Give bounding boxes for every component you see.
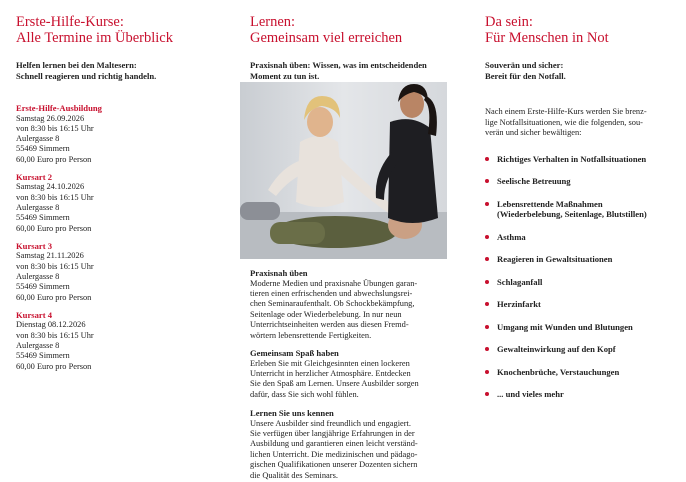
- course-date: Dienstag 08.12.2026: [16, 320, 86, 330]
- course-price: 60,00 Euro pro Person: [16, 361, 92, 371]
- emergency-intro: Souverän und sicher: Bereit für den Notfall.: [485, 60, 566, 81]
- list-item: Gewalteinwirkung auf den Kopf: [485, 344, 670, 355]
- course-date: Samstag 26.09.2026: [16, 113, 85, 123]
- course-street: Aulergasse 8: [16, 134, 60, 144]
- course-date: Samstag 21.11.2026: [16, 251, 84, 261]
- list-item: Asthma: [485, 232, 670, 243]
- course-block: [16, 172, 221, 234]
- training-photo-illustration: [240, 82, 447, 259]
- section-title: Gemeinsam Spaß haben: [250, 348, 339, 358]
- list-item: Herzinfarkt: [485, 299, 670, 310]
- course-time: von 8:30 bis 16:15 Uhr: [16, 261, 94, 271]
- course-price: 60,00 Euro pro Person: [16, 223, 92, 233]
- course-block: [16, 241, 221, 303]
- section-title: Praxisnah üben: [250, 268, 308, 278]
- course-city: 55469 Simmern: [16, 144, 70, 154]
- section-title: Lernen Sie uns kennen: [250, 408, 334, 418]
- learning-heading: Lernen: Gemeinsam viel erreichen: [250, 14, 403, 46]
- section-body: Unsere Ausbilder sind freundlich und engagiert. Sie verfügen über langjährige Erfahrungen in der Ausbildung und garantieren einen leicht verständ- lichen Unterricht. Die medizinischen und pädago- gischen Qualifikationen unserer Dozenten sichern die Qualität des Seminars.: [250, 418, 418, 480]
- course-city: 55469 Simmern: [16, 351, 70, 361]
- list-item: Lebensrettende Maßnahmen (Wiederbelebung, Seitenlage, Blutstillen): [485, 199, 670, 220]
- course-title: Kursart 2: [16, 171, 53, 182]
- course-street: Aulergasse 8: [16, 341, 60, 351]
- course-street: Aulergasse 8: [16, 272, 60, 282]
- emergency-body: Nach einem Erste-Hilfe-Kurs werden Sie brenz- lige Notfallsituationen, wie die folgenden, sou- verän und sicher bewältigen:: [485, 107, 647, 138]
- course-date: Samstag 24.10.2026: [16, 182, 85, 192]
- course-price: 60,00 Euro pro Person: [16, 292, 92, 302]
- course-street: Aulergasse 8: [16, 203, 60, 213]
- section-praxis: [250, 268, 450, 341]
- section-kennen: [250, 408, 450, 481]
- course-price: 60,00 Euro pro Person: [16, 154, 92, 164]
- list-item: Richtiges Verhalten in Notfallsituationen: [485, 154, 670, 165]
- course-time: von 8:30 bis 16:15 Uhr: [16, 192, 94, 202]
- schedule-column: [16, 0, 221, 372]
- list-item: Knochenbrüche, Verstauchungen: [485, 367, 670, 378]
- emergency-list: [485, 154, 670, 400]
- list-item: Schlaganfall: [485, 277, 670, 288]
- list-item: ... und vieles mehr: [485, 389, 670, 400]
- course-title: Erste-Hilfe-Ausbildung: [16, 103, 102, 113]
- list-item: Reagieren in Gewaltsituationen: [485, 254, 670, 265]
- learning-column: [250, 0, 450, 82]
- emergency-heading: Da sein: Für Menschen in Not: [485, 14, 609, 46]
- course-block: [16, 310, 221, 372]
- section-body: Moderne Medien und praxisnahe Übungen garan- tieren einen erfrischenden und abwechslungsrei- chen Seminaraufenthalt. Ob Schockbekämpfung, Seitenlage oder Wiederbelebung. In nur neun Unterrichtseinheiten werden aus diesen Fremd- wörtern lebensrettende Fertigkeiten.: [250, 278, 418, 340]
- training-photo: [240, 82, 447, 259]
- schedule-intro: Helfen lernen bei den Maltesern: Schnell reagieren und richtig handeln.: [16, 60, 157, 81]
- learning-intro: Praxisnah üben: Wissen, was im entscheidenden Moment zu tun ist.: [250, 60, 427, 81]
- schedule-heading: Erste-Hilfe-Kurse: Alle Termine im Überblick: [16, 14, 173, 46]
- course-city: 55469 Simmern: [16, 282, 70, 292]
- emergency-column: [485, 0, 670, 412]
- section-spass: [250, 348, 450, 400]
- course-city: 55469 Simmern: [16, 213, 70, 223]
- course-time: von 8:30 bis 16:15 Uhr: [16, 123, 94, 133]
- course-title: Kursart 4: [16, 309, 53, 320]
- section-body: Erleben Sie mit Gleichgesinnten einen lockeren Unterricht in herzlicher Atmosphäre. Entdecken Sie den Spaß am Lernen. Unsere Ausbilder sorgen dafür, dass Sie sich wohl fühlen.: [250, 358, 419, 399]
- course-time: von 8:30 bis 16:15 Uhr: [16, 330, 94, 340]
- course-block: [16, 103, 221, 165]
- list-item: Umgang mit Wunden und Blutungen: [485, 322, 670, 333]
- course-title: Kursart 3: [16, 240, 53, 251]
- list-item: Seelische Betreuung: [485, 176, 670, 187]
